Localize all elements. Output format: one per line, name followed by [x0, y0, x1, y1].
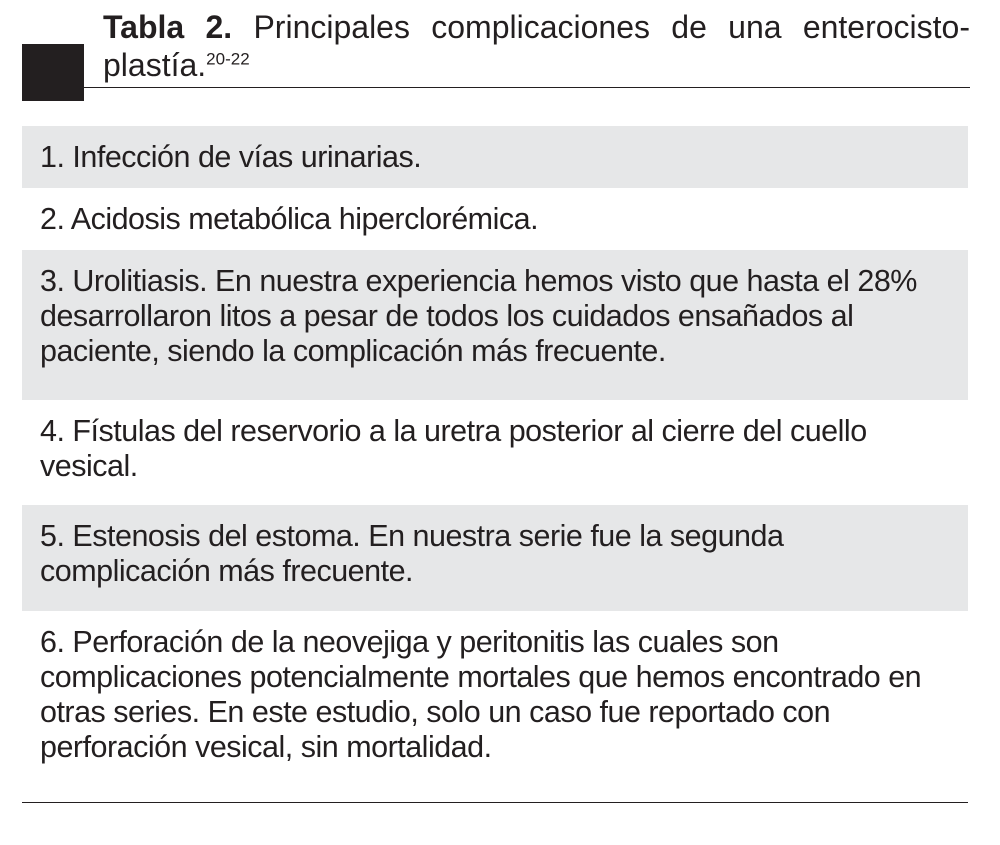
complications-table — [22, 126, 968, 785]
caption-marker-block — [22, 44, 84, 101]
caption-divider — [84, 87, 970, 88]
table-row: 1. Infección de vías urinarias. — [22, 126, 968, 188]
table-row: 5. Estenosis del estoma. En nuestra serie fue la segunda complicación más frecuente. — [22, 505, 968, 611]
table-caption — [103, 8, 970, 84]
table-row: 3. Urolitiasis. En nuestra experiencia hemos visto que hasta el 28% desarrollaron litos a pesar de todos los cuidados ensañados al paciente, siendo la complicación más frecuente. — [22, 250, 968, 400]
table-title: Principales complicaciones de una enterocisto-plastía. — [103, 9, 971, 83]
table-row: 6. Perforación de la neovejiga y peritonitis las cuales son complicaciones potencialmente mortales que hemos encontrado en otras series. En este estudio, solo un caso fue reportado con perforación vesical, sin mortalidad. — [40, 625, 922, 764]
table-row: 4. Fístulas del reservorio a la uretra posterior al cierre del cuello vesical. — [40, 414, 867, 483]
table-row: 2. Acidosis metabólica hiperclorémica. — [40, 202, 539, 236]
table-label: Tabla 2. — [103, 9, 233, 45]
reference-superscript: 20-22 — [206, 49, 250, 69]
table-bottom-divider — [22, 802, 968, 803]
